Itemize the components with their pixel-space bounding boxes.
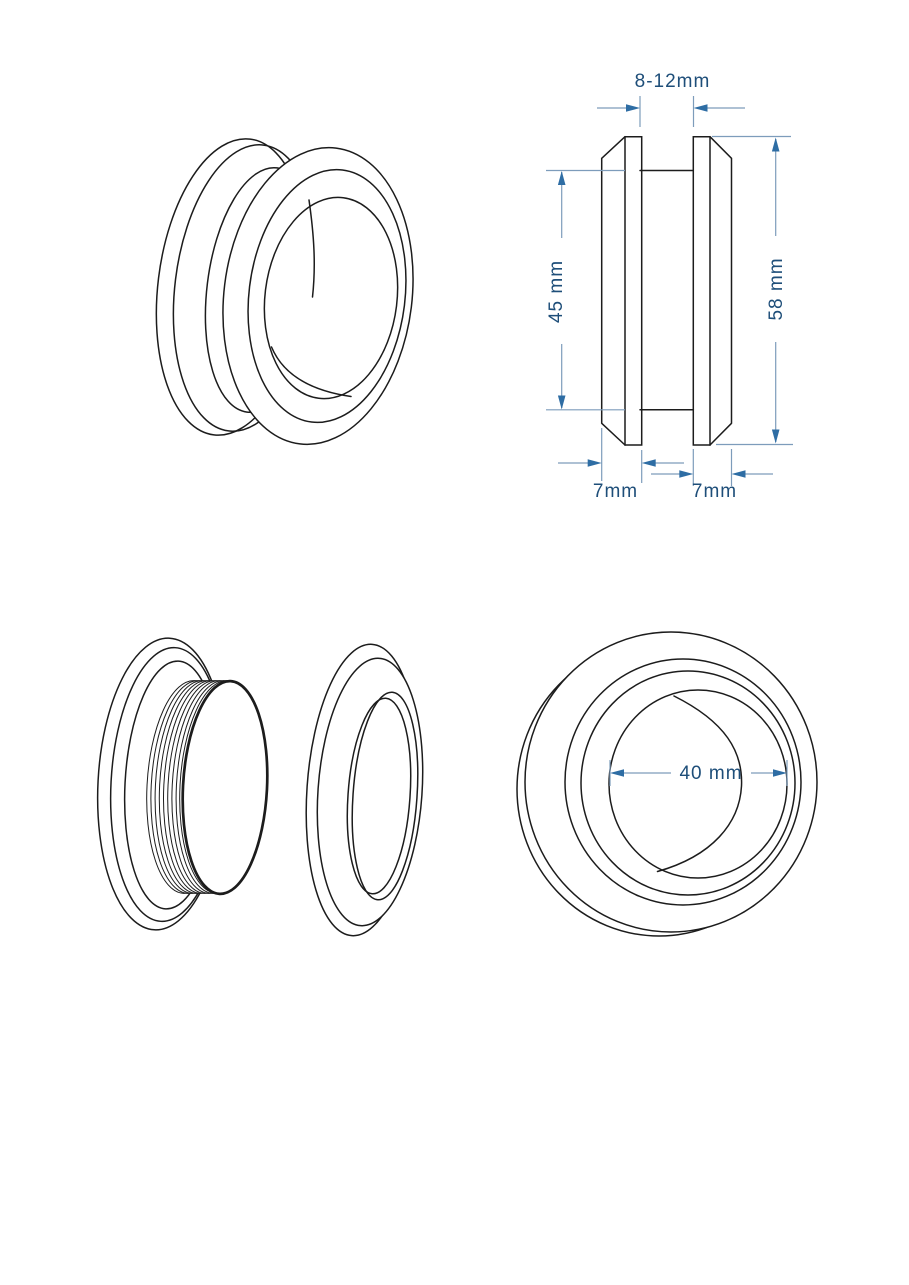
dim-tube-height-label: 45 mm xyxy=(546,259,568,324)
arrowhead-left xyxy=(694,104,708,112)
ext-line xyxy=(602,428,642,483)
section-right-piece xyxy=(693,137,731,445)
dim-right-width xyxy=(651,449,773,502)
arrowhead-left xyxy=(642,459,656,467)
left-stem-outline xyxy=(625,137,642,445)
right-stem-outline xyxy=(693,137,710,445)
arrowhead-right xyxy=(679,470,693,478)
dim-outer-height xyxy=(712,137,793,445)
arrowhead-left xyxy=(732,470,746,478)
view-front-3d xyxy=(517,632,817,936)
right-flange-outline xyxy=(710,137,732,445)
dim-right-width-label: 7mm xyxy=(691,481,738,502)
arrowhead-down xyxy=(558,396,566,410)
retaining-ring-part xyxy=(297,641,431,940)
dim-glass-thickness xyxy=(597,71,745,127)
dim-glass-thickness-label: 8-12mm xyxy=(634,71,711,92)
arrowhead-up xyxy=(772,138,780,152)
dim-hole-diameter-label: 40 mm xyxy=(679,763,743,784)
dim-left-width xyxy=(558,428,684,502)
arrowhead-up xyxy=(558,171,566,185)
left-flange-outline xyxy=(602,137,625,445)
dim-left-width-label: 7mm xyxy=(592,481,639,502)
dim-tube-height xyxy=(546,171,625,410)
arrowhead-down xyxy=(772,430,780,444)
arrowhead-right xyxy=(626,104,640,112)
view-exploded-3d xyxy=(90,635,431,940)
section-left-piece xyxy=(602,137,642,445)
front-outer-ellipse xyxy=(525,632,817,932)
view-cross-section xyxy=(546,71,793,502)
ring-front-ellipse xyxy=(309,655,431,930)
view-assembled-3d xyxy=(140,130,429,455)
ext-line xyxy=(640,96,694,127)
dim-outer-height-label: 58 mm xyxy=(766,257,788,321)
arrowhead-right xyxy=(588,459,602,467)
threaded-part xyxy=(90,635,272,933)
front-ring-outer-ellipse xyxy=(207,137,430,456)
